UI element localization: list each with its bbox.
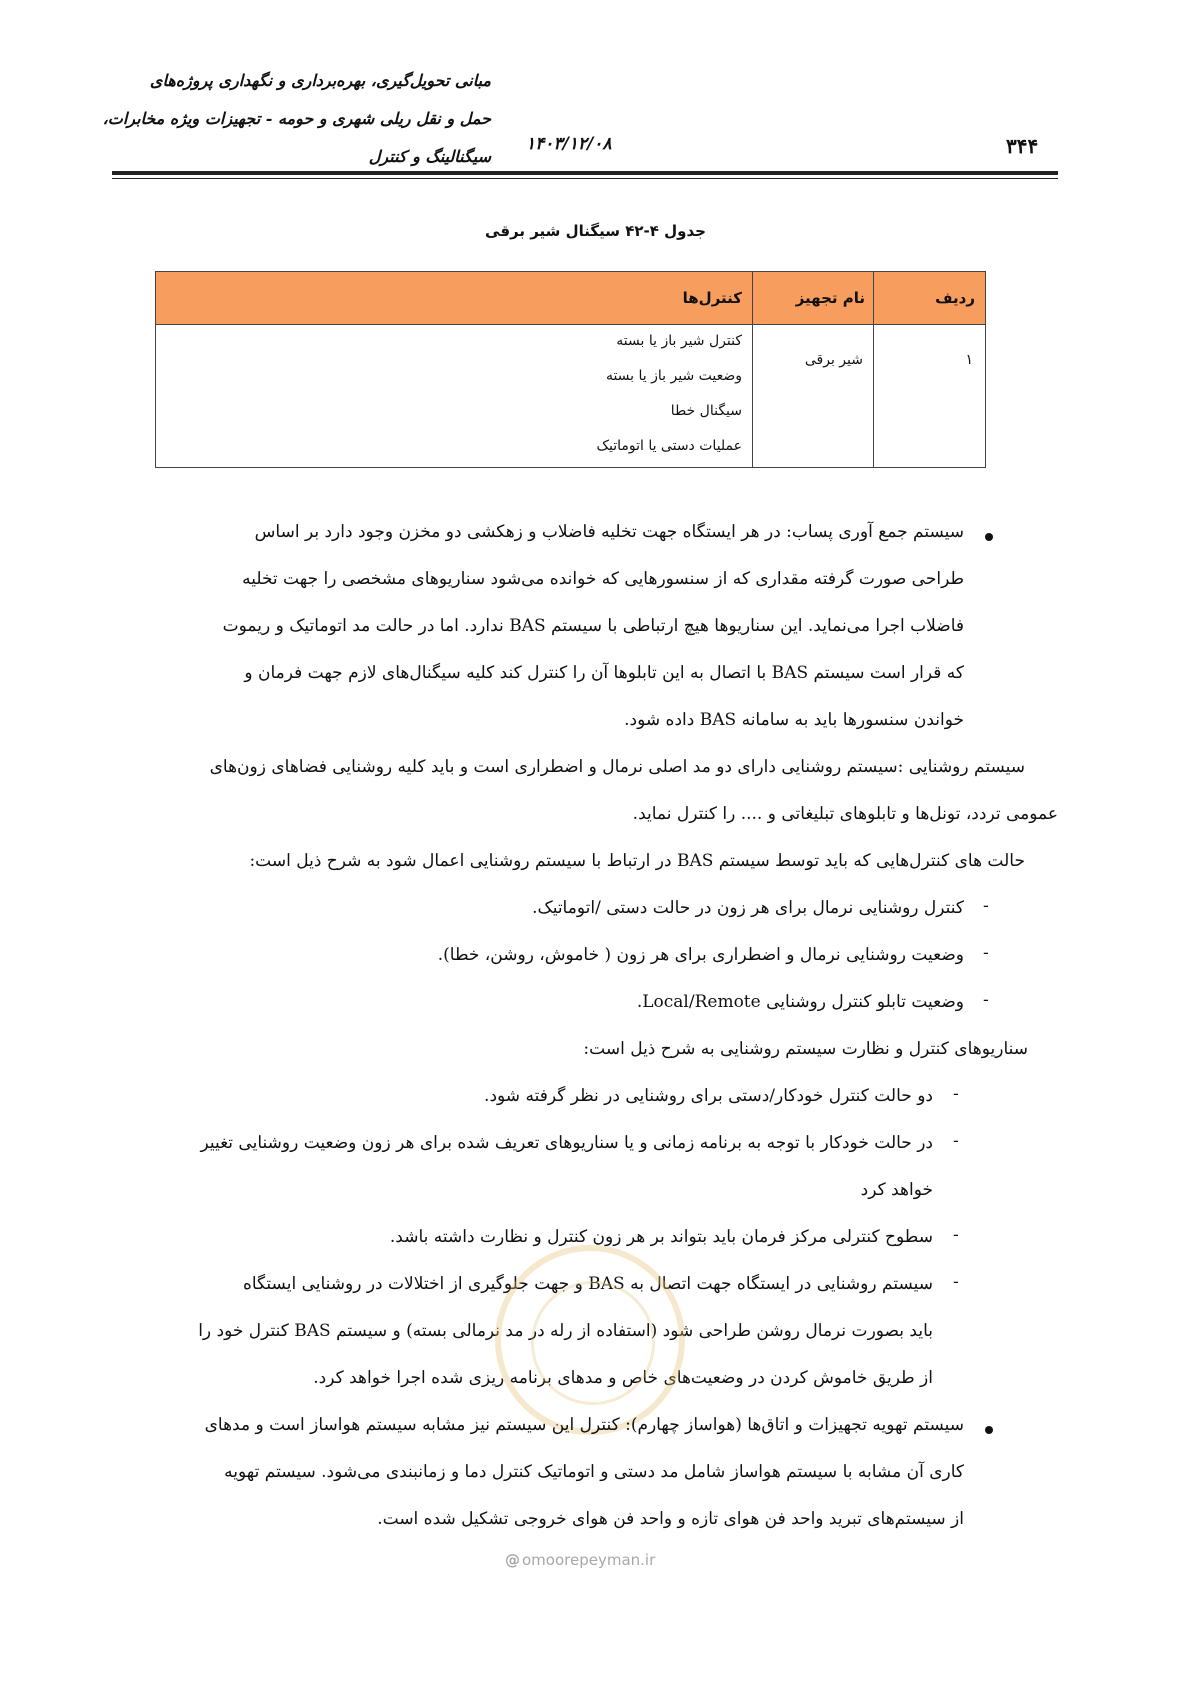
header-date: ۱۴۰۳/۱۲/۰۸ [526,134,612,154]
header-title-line: حمل و نقل ریلی شهری و حومه - تجهیزات ویژه مخابرات، [102,109,491,128]
page-number: ۳۴۴ [1006,134,1039,158]
table-header-equipment: نام تجهیز [795,289,865,307]
table-caption: جدول ۴-۴۲ سیگنال شیر برقی [485,222,706,240]
dash-icon: - [953,1084,959,1104]
scenario-item: دو حالت کنترل خودکار/دستی برای روشنایی در نظر گرفته شود. [484,1086,933,1106]
state-item: وضعیت تابلو کنترل روشنایی Local/Remote. [636,992,964,1012]
signal-table [155,271,986,468]
header-title-line: سیگنالینگ و کنترل [368,147,491,166]
bullet-icon [985,1426,993,1434]
wastewater-line: که قرار است سیستم BAS با اتصال به این تابلوها آن را کنترل کند کلیه سیگنال‌های لازم جهت فرمان و [244,663,964,683]
dash-icon: - [953,1272,959,1292]
dash-icon: - [983,943,989,963]
scenario-item: سطوح کنترلی مرکز فرمان باید بتواند بر هر زون کنترل و نظارت داشته باشد. [389,1227,933,1247]
table-header-row-number: ردیف [935,289,975,307]
table-cell-row-number: ۱ [965,352,973,368]
control-item: کنترل شیر باز یا بسته [616,333,742,349]
scenario-item: خواهد کرد [860,1180,933,1200]
control-item: وضعیت شیر باز یا بسته [605,368,742,384]
wastewater-line: خواندن سنسورها باید به سامانه BAS داده شود. [624,710,964,730]
header-rule [112,171,1058,175]
scenario-item: از طریق خاموش کردن در وضعیت‌های خاص و مدهای برنامه ریزی شده اجرا خواهد کرد. [313,1368,933,1388]
header-title-line: مبانی تحویل‌گیری، بهره‌برداری و نگهداری پروژه‌های [149,71,491,90]
lighting-line: عمومی تردد، تونل‌ها و تابلوهای تبلیغاتی و .... را کنترل نماید. [632,804,1058,824]
control-item: عملیات دستی یا اتوماتیک [596,438,742,454]
scenarios-intro: سناریوهای کنترل و نظارت سیستم روشنایی به شرح ذیل است: [583,1039,1028,1059]
header-rule [112,178,1058,179]
lighting-line: سیستم روشنایی :سیستم روشنایی دارای دو مد اصلی نرمال و اضطراری است و باید کلیه روشنایی فضاهای زون‌های [209,757,1025,777]
table-header-controls: کنترل‌ها [682,289,742,307]
dash-icon: - [983,990,989,1010]
dash-icon: - [983,896,989,916]
hvac-line: از سیستم‌های تبرید واحد فن هوای تازه و واحد فن هوای خروجی تشکیل شده است. [377,1509,964,1529]
wastewater-line: طراحی صورت گرفته مقداری که از سنسورهایی که خوانده می‌شود سناریوهای مشخصی را جهت تخلیه [242,569,964,589]
header-title [71,62,491,176]
hvac-line: سیستم تهویه تجهیزات و اتاق‌ها (هواساز چهارم): کنترل این سیستم نیز مشابه سیستم هواساز است و مدهای [204,1415,964,1435]
bullet-icon [985,533,993,541]
wastewater-line: فاضلاب اجرا می‌نماید. این سناریوها هیچ ارتباطی با سیستم BAS ندارد. اما در حالت مد اتوماتیک و ریموت [222,616,964,636]
table-cell-equipment: شیر برقی [804,352,863,368]
scenario-item: سیستم روشنایی در ایستگاه جهت اتصال به BAS و جهت جلوگیری از اختلالات در روشنایی ایستگاه [242,1274,933,1294]
watermark-text: @ omoorepeyman.ir [505,1551,656,1569]
scenario-item: در حالت خودکار با توجه به برنامه زمانی و یا سناریوهای تعریف شده برای هر زون وضعیت روشنایی تغییر [200,1133,933,1153]
wastewater-line: سیستم جمع آوری پساب: در هر ایستگاه جهت تخلیه فاضلاب و زهکشی دو مخزن وجود دارد بر اساس [254,522,964,542]
dash-icon: - [953,1131,959,1151]
dash-icon: - [953,1225,959,1245]
watermark-seal [495,1245,685,1435]
states-intro: حالت های کنترل‌هایی که باید توسط سیستم BAS در ارتباط با سیستم روشنایی اعمال شود به شرح ذیل است: [249,851,1025,871]
state-item: وضعیت روشنایی نرمال و اضطراری برای هر زون ( خاموش، روشن، خطا). [437,945,964,965]
hvac-line: کاری آن مشابه با سیستم هواساز شامل مد دستی و اتوماتیک کنترل دما و زمانبندی می‌شود. سیستم تهویه [224,1462,964,1482]
scenario-item: باید بصورت نرمال روشن طراحی شود (استفاده از رله در مد نرمالی بسته) و سیستم BAS کنترل خود را [198,1321,933,1341]
state-item: کنترل روشنایی نرمال برای هر زون در حالت دستی /اتوماتیک. [532,898,964,918]
control-item: سیگنال خطا [670,403,742,419]
table-cell-controls [156,324,752,464]
